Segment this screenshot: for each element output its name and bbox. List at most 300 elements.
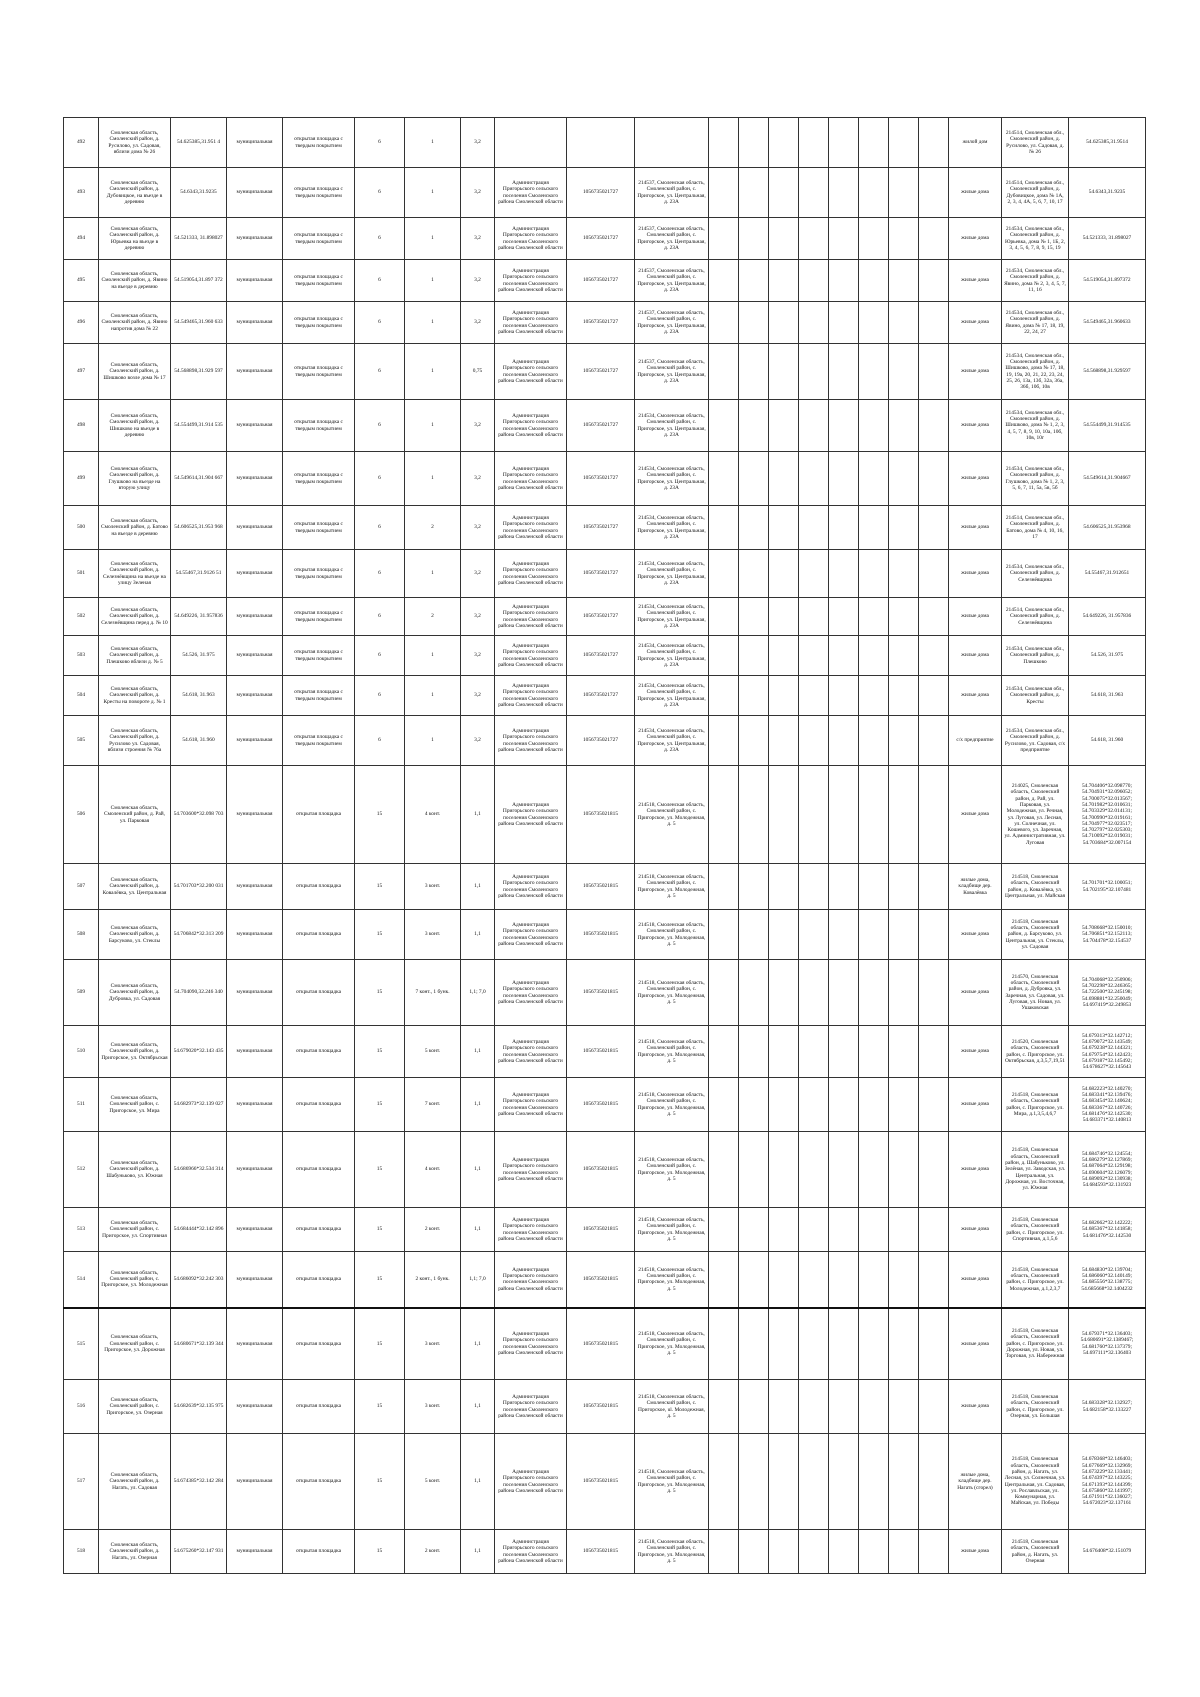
row-number-cell: 507: [64, 864, 99, 910]
ownership-cell: муниципальная: [227, 400, 283, 452]
blank-cell: [769, 302, 799, 344]
ogrn-cell: 1056735021727: [567, 260, 635, 302]
blank-cell: [889, 168, 919, 218]
waste-source-cell: жилые дома: [949, 550, 1002, 598]
container-count-cell: 1: [405, 344, 461, 400]
owner-name-cell: Администрация Пригорьского сельского поселения Смоленского района Смоленской области: [495, 1078, 567, 1132]
row-number-cell: 512: [64, 1132, 99, 1208]
coordinates-cell: 54.606525,31.953 968: [171, 506, 227, 550]
blank-cell: [829, 676, 859, 716]
ownership-cell: муниципальная: [227, 636, 283, 676]
ogrn-cell: 1056735021727: [567, 598, 635, 636]
blank-cell: [799, 452, 829, 506]
blank-cell: [709, 1434, 739, 1530]
owner-address-cell: 214534, Смоленская область, Смоленский район, с. Пригорское, ул. Центральная, д. 23А: [635, 452, 709, 506]
blank-cell: [859, 1252, 889, 1308]
table-row: [64, 636, 1146, 676]
blank-cell: [739, 1208, 769, 1252]
blank-cell: [799, 218, 829, 260]
coordinates-cell: 54.55467,31.9126 51: [171, 550, 227, 598]
blank-cell: [799, 1530, 829, 1574]
blank-cell: [769, 910, 799, 960]
row-number-cell: 498: [64, 400, 99, 452]
blank-cell: [919, 1434, 949, 1530]
blank-cell: [799, 766, 829, 864]
owner-name-cell: Администрация Пригорьского сельского поселения Смоленского района Смоленской области: [495, 960, 567, 1026]
blank-cell: [709, 636, 739, 676]
waste-source-cell: жилые дома: [949, 960, 1002, 1026]
table-row: [64, 766, 1146, 864]
blank-cell: [829, 1026, 859, 1078]
blank-cell: [799, 1026, 829, 1078]
owner-name-cell: Администрация Пригорьского сельского поселения Смоленского района Смоленской области: [495, 168, 567, 218]
location-address-cell: Смоленская область, Смоленский район, д. Барсуково, ул. Стеклы: [99, 910, 171, 960]
table-row: [64, 550, 1146, 598]
table-row: [64, 1078, 1146, 1132]
coordinates-cell: 54.625385,31.951 4: [171, 118, 227, 168]
container-volume-cell: 3,2: [461, 168, 495, 218]
waste-source-cell: жилые дома: [949, 1530, 1002, 1574]
blank-cell: [919, 1380, 949, 1434]
coordinates-cell: 54.684444*32.142 896: [171, 1208, 227, 1252]
blank-cell: [889, 636, 919, 676]
container-count-cell: 3 конт.: [405, 910, 461, 960]
blank-cell: [889, 1208, 919, 1252]
blank-cell: [739, 716, 769, 766]
table-row: [64, 218, 1146, 260]
blank-cell: [709, 676, 739, 716]
ogrn-cell: 1056735021815: [567, 1252, 635, 1308]
blank-cell: [769, 716, 799, 766]
waste-source-cell: жилые дома: [949, 676, 1002, 716]
ogrn-cell: 1056735021727: [567, 302, 635, 344]
surface-type-cell: открытая площадка: [283, 1252, 355, 1308]
ownership-cell: муниципальная: [227, 260, 283, 302]
owner-address-cell: 214537, Смоленская область, Смоленский район, с. Пригорское, ул. Центральная, д. 23А: [635, 168, 709, 218]
blank-cell: [799, 400, 829, 452]
ownership-cell: муниципальная: [227, 1078, 283, 1132]
ogrn-cell: 1056735021727: [567, 506, 635, 550]
coordinates-cell: 54.704090,32.246 340: [171, 960, 227, 1026]
coordinates-cell: 54.701703*32.200 031: [171, 864, 227, 910]
blank-cell: [919, 118, 949, 168]
source-address-cell: 214518, Смоленская область, Смоленский район, д. Барсуково, ул. Центральная, ул. Стеклы, ул. Садовая: [1002, 910, 1069, 960]
container-count-cell: 7 конт.: [405, 1078, 461, 1132]
location-address-cell: Смоленская область, Смоленский район, д. Рай, ул. Парковая: [99, 766, 171, 864]
container-volume-cell: 3,2: [461, 550, 495, 598]
coordinates-cell: 54.521333, 31.898027: [171, 218, 227, 260]
surface-type-cell: открытая площадка: [283, 1208, 355, 1252]
area-cell: 6: [355, 598, 405, 636]
blank-cell: [709, 1308, 739, 1380]
blank-cell: [739, 676, 769, 716]
container-volume-cell: 1,1: [461, 1380, 495, 1434]
blank-cell: [829, 302, 859, 344]
blank-cell: [859, 1026, 889, 1078]
blank-cell: [859, 1380, 889, 1434]
container-count-cell: 1: [405, 452, 461, 506]
blank-cell: [859, 676, 889, 716]
ogrn-cell: 1056735021815: [567, 864, 635, 910]
ogrn-cell: 1056735021815: [567, 910, 635, 960]
blank-cell: [919, 910, 949, 960]
blank-cell: [859, 598, 889, 636]
blank-cell: [739, 1252, 769, 1308]
blank-cell: [709, 118, 739, 168]
surface-type-cell: открытая площадка с твердым покрытием: [283, 636, 355, 676]
blank-cell: [799, 1252, 829, 1308]
blank-cell: [769, 1308, 799, 1380]
blank-cell: [739, 260, 769, 302]
coordinates-cell: 54.554499,31.914 535: [171, 400, 227, 452]
blank-cell: [709, 550, 739, 598]
coordinates-cell: 54.682973*32.139 027: [171, 1078, 227, 1132]
table-row: [64, 598, 1146, 636]
blank-cell: [889, 400, 919, 452]
surface-type-cell: открытая площадка с твердым покрытием: [283, 118, 355, 168]
ogrn-cell: 1056735021727: [567, 716, 635, 766]
source-address-cell: 214518, Смоленская область, Смоленский район, с. Пригорское, ул. Молодежная, д.1,2,3,7: [1002, 1252, 1069, 1308]
row-number-cell: 508: [64, 910, 99, 960]
ownership-cell: муниципальная: [227, 1252, 283, 1308]
ownership-cell: муниципальная: [227, 960, 283, 1026]
table-row: [64, 344, 1146, 400]
blank-cell: [829, 168, 859, 218]
source-coordinates-cell: 54.568898,31.929597: [1069, 344, 1146, 400]
blank-cell: [799, 676, 829, 716]
blank-cell: [859, 1208, 889, 1252]
blank-cell: [829, 452, 859, 506]
table-row: [64, 452, 1146, 506]
waste-source-cell: жилые дома: [949, 506, 1002, 550]
registry-table: [63, 117, 1146, 1574]
blank-cell: [919, 1252, 949, 1308]
container-count-cell: 2 конт., 1 бунк.: [405, 1252, 461, 1308]
owner-address-cell: 214518, Смоленская область, Смоленский район, с. Пригорское, ул. Молодежная, д. 5: [635, 1208, 709, 1252]
container-count-cell: 1: [405, 716, 461, 766]
owner-name-cell: Администрация Пригорьского сельского поселения Смоленского района Смоленской области: [495, 506, 567, 550]
blank-cell: [799, 506, 829, 550]
blank-cell: [709, 168, 739, 218]
blank-cell: [919, 676, 949, 716]
blank-cell: [919, 344, 949, 400]
blank-cell: [859, 218, 889, 260]
row-number-cell: 505: [64, 716, 99, 766]
surface-type-cell: открытая площадка: [283, 864, 355, 910]
blank-cell: [889, 676, 919, 716]
container-count-cell: 2 конт.: [405, 1208, 461, 1252]
container-count-cell: 2: [405, 598, 461, 636]
blank-cell: [709, 344, 739, 400]
blank-cell: [889, 1380, 919, 1434]
owner-name-cell: Администрация Пригорьского сельского поселения Смоленского района Смоленской области: [495, 676, 567, 716]
container-count-cell: 1: [405, 400, 461, 452]
owner-address-cell: 214534, Смоленская область, Смоленский район, с. Пригорское, ул. Центральная, д. 23А: [635, 636, 709, 676]
ogrn-cell: 1056735021815: [567, 960, 635, 1026]
blank-cell: [889, 1434, 919, 1530]
blank-cell: [769, 118, 799, 168]
container-volume-cell: 3,2: [461, 118, 495, 168]
blank-cell: [739, 1530, 769, 1574]
blank-cell: [739, 550, 769, 598]
waste-source-cell: жилые дома: [949, 1026, 1002, 1078]
blank-cell: [919, 1530, 949, 1574]
blank-cell: [889, 864, 919, 910]
ownership-cell: муниципальная: [227, 910, 283, 960]
blank-cell: [829, 1434, 859, 1530]
blank-cell: [829, 1380, 859, 1434]
blank-cell: [889, 1132, 919, 1208]
source-address-cell: 214514, Смоленская обл., Смоленский район, д. Русилово, ул. Садовая, д. № 26: [1002, 118, 1069, 168]
row-number-cell: 518: [64, 1530, 99, 1574]
ownership-cell: муниципальная: [227, 506, 283, 550]
waste-source-cell: жилые дома: [949, 344, 1002, 400]
blank-cell: [859, 716, 889, 766]
location-address-cell: Смоленская область, Смоленский район, д. Шишково возле дома № 17: [99, 344, 171, 400]
blank-cell: [829, 1530, 859, 1574]
blank-cell: [919, 168, 949, 218]
surface-type-cell: открытая площадка: [283, 1308, 355, 1380]
ownership-cell: муниципальная: [227, 344, 283, 400]
blank-cell: [769, 1530, 799, 1574]
blank-cell: [769, 550, 799, 598]
ogrn-cell: 1056735021727: [567, 550, 635, 598]
blank-cell: [739, 636, 769, 676]
source-address-cell: 214534, Смоленская обл., Смоленский район, д. Плешково: [1002, 636, 1069, 676]
container-volume-cell: 1,1; 7,0: [461, 960, 495, 1026]
table-row: [64, 1530, 1146, 1574]
blank-cell: [829, 344, 859, 400]
table-row: [64, 1252, 1146, 1308]
location-address-cell: Смоленская область, Смоленский район, д. Селезнёвщина на въезде на улицу Зеленая: [99, 550, 171, 598]
ownership-cell: муниципальная: [227, 676, 283, 716]
blank-cell: [769, 1026, 799, 1078]
coordinates-cell: 54.519054,31.897 372: [171, 260, 227, 302]
container-count-cell: 3 конт.: [405, 864, 461, 910]
blank-cell: [709, 1252, 739, 1308]
area-cell: 6: [355, 400, 405, 452]
blank-cell: [889, 1530, 919, 1574]
owner-address-cell: 214518, Смоленская область, Смоленский район, с. Пригорское, ул. Молодежная, д. 5: [635, 864, 709, 910]
table-row: [64, 1308, 1146, 1380]
container-volume-cell: 1,1: [461, 864, 495, 910]
blank-cell: [859, 910, 889, 960]
owner-name-cell: Администрация Пригорьского сельского поселения Смоленского района Смоленской области: [495, 1380, 567, 1434]
blank-cell: [709, 960, 739, 1026]
container-volume-cell: 0,75: [461, 344, 495, 400]
container-volume-cell: 1,1: [461, 1078, 495, 1132]
owner-address-cell: 214537, Смоленская область, Смоленский район, с. Пригорское, ул. Центральная, д. 23А: [635, 302, 709, 344]
owner-address-cell: 214534, Смоленская область, Смоленский район, с. Пригорское, ул. Центральная, д. 23А: [635, 550, 709, 598]
container-count-cell: 2: [405, 506, 461, 550]
area-cell: 6: [355, 636, 405, 676]
blank-cell: [799, 636, 829, 676]
blank-cell: [859, 1308, 889, 1380]
owner-name-cell: Администрация Пригорьского сельского поселения Смоленского района Смоленской области: [495, 1208, 567, 1252]
owner-address-cell: 214518, Смоленская область, Смоленский район, с. Пригорское, ул. Молодежная, д. 5: [635, 1252, 709, 1308]
ownership-cell: муниципальная: [227, 864, 283, 910]
owner-address-cell: [635, 118, 709, 168]
blank-cell: [919, 400, 949, 452]
blank-cell: [769, 506, 799, 550]
blank-cell: [769, 1434, 799, 1530]
table-row: [64, 676, 1146, 716]
coordinates-cell: 54.526, 31.975: [171, 636, 227, 676]
blank-cell: [889, 1026, 919, 1078]
blank-cell: [919, 598, 949, 636]
ownership-cell: муниципальная: [227, 302, 283, 344]
ogrn-cell: 1056735021815: [567, 1308, 635, 1380]
table-row: [64, 118, 1146, 168]
waste-source-cell: жилой дом: [949, 118, 1002, 168]
ogrn-cell: 1056735021815: [567, 1530, 635, 1574]
ogrn-cell: 1056735021727: [567, 676, 635, 716]
blank-cell: [739, 864, 769, 910]
area-cell: 6: [355, 506, 405, 550]
waste-source-cell: жилые дома: [949, 910, 1002, 960]
source-coordinates-cell: 54.683328*32.132927; 54.682158*32.133227: [1069, 1380, 1146, 1434]
blank-cell: [799, 1380, 829, 1434]
owner-address-cell: 214518, Смоленская область, Смоленский район, с. Пригорское, ул. Молодежная, д. 5: [635, 1026, 709, 1078]
blank-cell: [769, 960, 799, 1026]
container-count-cell: 3 конт.: [405, 1380, 461, 1434]
source-address-cell: 214518, Смоленская область, Смоленский район, д. Нагать, ул. Лесная, ул. Солнечная, ул. Центральная, ул. Садовая, ул. Рославльская, ул. Коммунарная, ул. Майская, ул. Победы: [1002, 1434, 1069, 1530]
waste-source-cell: жилые дома, кладбище дер. Ковалёвка: [949, 864, 1002, 910]
source-coordinates-cell: 54.682662*32.142222; 54.685367*32.141858; 54.681476*32.142530: [1069, 1208, 1146, 1252]
owner-address-cell: 214518, Смоленская область, Смоленский район, с. Пригорское, ul. Молодежная, д. 5: [635, 1380, 709, 1434]
area-cell: 6: [355, 550, 405, 598]
blank-cell: [799, 1434, 829, 1530]
blank-cell: [829, 910, 859, 960]
blank-cell: [859, 506, 889, 550]
area-cell: 15: [355, 960, 405, 1026]
coordinates-cell: 54.686966*32.534 314: [171, 1132, 227, 1208]
blank-cell: [709, 1078, 739, 1132]
blank-cell: [739, 910, 769, 960]
blank-cell: [799, 1132, 829, 1208]
waste-source-cell: жилые дома: [949, 168, 1002, 218]
container-count-cell: 3 конт.: [405, 1308, 461, 1380]
blank-cell: [859, 550, 889, 598]
source-coordinates-cell: 54.526, 31.975: [1069, 636, 1146, 676]
container-volume-cell: 1,1: [461, 910, 495, 960]
row-number-cell: 517: [64, 1434, 99, 1530]
blank-cell: [889, 344, 919, 400]
container-volume-cell: 3,2: [461, 400, 495, 452]
location-address-cell: Смоленская область, Смоленский район, с. Пригорское, ул. Молодежная: [99, 1252, 171, 1308]
owner-name-cell: Администрация Пригорьского сельского поселения Смоленского района Смоленской области: [495, 910, 567, 960]
blank-cell: [739, 344, 769, 400]
blank-cell: [769, 452, 799, 506]
owner-name-cell: Администрация Пригорьского сельского поселения Смоленского района Смоленской области: [495, 344, 567, 400]
owner-name-cell: Администрация Пригорьского сельского поселения Смоленского района Смоленской области: [495, 766, 567, 864]
blank-cell: [889, 910, 919, 960]
row-number-cell: 496: [64, 302, 99, 344]
container-volume-cell: 1,1: [461, 1026, 495, 1078]
blank-cell: [739, 302, 769, 344]
ownership-cell: муниципальная: [227, 598, 283, 636]
ownership-cell: муниципальная: [227, 550, 283, 598]
surface-type-cell: открытая площадка: [283, 1026, 355, 1078]
blank-cell: [799, 118, 829, 168]
ogrn-cell: 1056735021727: [567, 636, 635, 676]
blank-cell: [769, 636, 799, 676]
source-address-cell: 214534, Смоленская обл., Смоленский район, д. Юрьевка, дома № 1, 1Б, 2, 3, 4, 5, 6, 7, 8, 9, 15, 19: [1002, 218, 1069, 260]
blank-cell: [709, 1208, 739, 1252]
blank-cell: [859, 400, 889, 452]
container-count-cell: 5 конт.: [405, 1026, 461, 1078]
blank-cell: [739, 1434, 769, 1530]
source-coordinates-cell: 54.684746*32.124554; 54.686279*32.127869; 54.687064*32.129198; 54.690604*32.126079; 54.689092*32.130938; 54.684593*32.131923: [1069, 1132, 1146, 1208]
container-count-cell: 4 конт.: [405, 766, 461, 864]
location-address-cell: Смоленская область, Смоленский район, д. Дубовицкое, на въезде в деревню: [99, 168, 171, 218]
row-number-cell: 492: [64, 118, 99, 168]
source-coordinates-cell: 54.704406*32.098770; 54.704931*32.096052; 54.700075*32.013567; 54.701982*32.010631; 54.703329*32.014131; 54.700990*32.019161; 54.704977*32.023517; 54.702797*32.025303; 54.710092*32.019031; 54.703684*32.007154: [1069, 766, 1146, 864]
waste-source-cell: жилые дома: [949, 400, 1002, 452]
blank-cell: [919, 1026, 949, 1078]
source-address-cell: 214518, Смоленская область, Смоленский район, с. Пригорское, ул. Озерная, ул. Большая: [1002, 1380, 1069, 1434]
surface-type-cell: открытая площадка с твердым покрытием: [283, 550, 355, 598]
source-address-cell: 214534, Смоленская обл., Смоленский район, д. Селезнёвщина: [1002, 550, 1069, 598]
coordinates-cell: 54.549465,31.960 633: [171, 302, 227, 344]
blank-cell: [919, 550, 949, 598]
blank-cell: [769, 1078, 799, 1132]
blank-cell: [769, 676, 799, 716]
blank-cell: [919, 506, 949, 550]
owner-address-cell: 214537, Смоленская область, Смоленский район, с. Пригорское, ул. Центральная, д. 23А: [635, 260, 709, 302]
blank-cell: [799, 864, 829, 910]
coordinates-cell: 54.703600*32.098 703: [171, 766, 227, 864]
table-row: [64, 168, 1146, 218]
location-address-cell: Смоленская область, Смоленский район, д. Нагать, ул. Озерная: [99, 1530, 171, 1574]
owner-name-cell: Администрация Пригорьского сельского поселения Смоленского района Смоленской области: [495, 302, 567, 344]
blank-cell: [709, 864, 739, 910]
coordinates-cell: 54.649226, 31.957836: [171, 598, 227, 636]
blank-cell: [829, 218, 859, 260]
blank-cell: [739, 766, 769, 864]
blank-cell: [799, 1208, 829, 1252]
blank-cell: [919, 218, 949, 260]
row-number-cell: 497: [64, 344, 99, 400]
row-number-cell: 516: [64, 1380, 99, 1434]
blank-cell: [829, 636, 859, 676]
owner-name-cell: Администрация Пригорьского сельского поселения Смоленского района Смоленской области: [495, 864, 567, 910]
container-count-cell: 1: [405, 302, 461, 344]
surface-type-cell: открытая площадка с твердым покрытием: [283, 716, 355, 766]
blank-cell: [709, 1530, 739, 1574]
row-number-cell: 499: [64, 452, 99, 506]
blank-cell: [739, 118, 769, 168]
blank-cell: [799, 344, 829, 400]
table-row: [64, 260, 1146, 302]
owner-address-cell: 214534, Смоленская область, Смоленский район, с. Пригорское, ул. Центральная, д. 23А: [635, 598, 709, 636]
container-volume-cell: 3,2: [461, 452, 495, 506]
ogrn-cell: 1056735021815: [567, 766, 635, 864]
row-number-cell: 495: [64, 260, 99, 302]
source-coordinates-cell: 54.678368*32.146403; 54.677669*32.132969; 54.673229*32.133441; 54.674397*32.143225; 54.671393*32.144399; 54.675860*32.141997; 54.671911*32.136027; 54.672023*32.137161: [1069, 1434, 1146, 1530]
area-cell: 15: [355, 864, 405, 910]
owner-name-cell: Администрация Пригорьского сельского поселения Смоленского района Смоленской области: [495, 716, 567, 766]
surface-type-cell: открытая площадка с твердым покрытием: [283, 506, 355, 550]
owner-name-cell: Администрация Пригорьского сельского поселения Смоленского района Смоленской области: [495, 550, 567, 598]
location-address-cell: Смоленская область, Смоленский район, д. Нагать, ул. Садовая: [99, 1434, 171, 1530]
table-row: [64, 302, 1146, 344]
blank-cell: [709, 218, 739, 260]
row-number-cell: 504: [64, 676, 99, 716]
blank-cell: [799, 1078, 829, 1132]
location-address-cell: Смоленская область, Смоленский район, д. Пригорское, ул. Октябрьская: [99, 1026, 171, 1078]
blank-cell: [769, 168, 799, 218]
